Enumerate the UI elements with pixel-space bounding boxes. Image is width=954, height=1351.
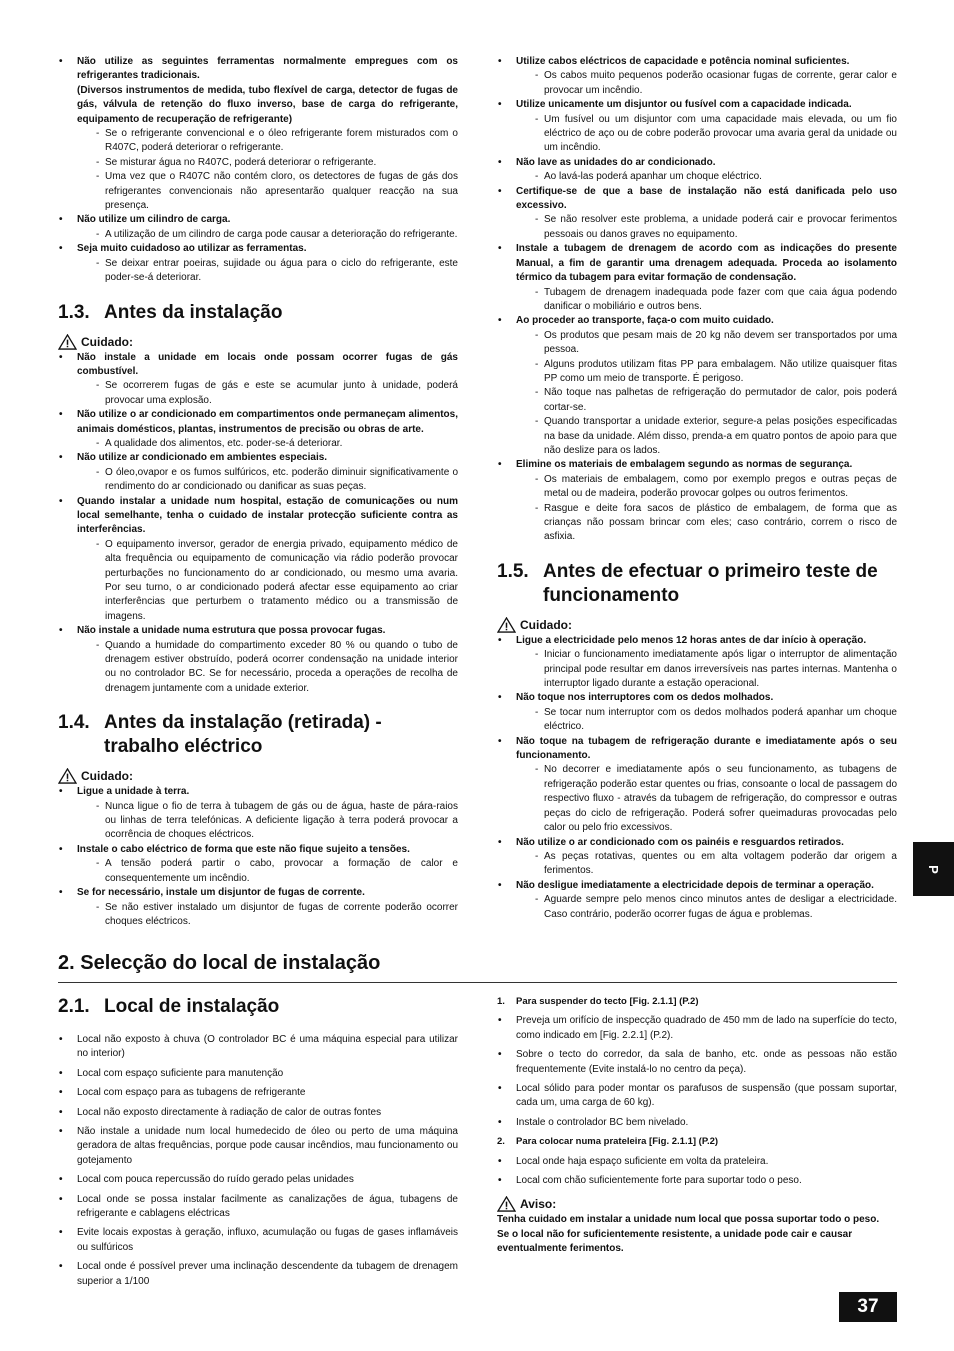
item-detail: - No decorrer e imediatamente após o seu funcionamento, as tubagens de refrigeração poderão estar quentes ou frias, consoante o local de passagem do respectivo fluxo - através da tubagem de refrigeração, do compressor e outras peças do ciclo de refrigeração. Poderá sofrer queimaduras provocadas pelo calor ou pelo frio excessivos. (516, 763, 897, 835)
item-heading: • Seja muito cuidadoso ao utilizar as ferramentas. (77, 243, 307, 255)
list-item: • Local onde haja espaço suficiente em volta da prateleira. (497, 1155, 897, 1169)
top-right-column (497, 55, 897, 922)
item-heading: • Ligue a electricidade pelo menos 12 horas antes de dar início à operação. (516, 634, 867, 646)
item-detail: - Tubagem de drenagem inadequada pode fazer com que caia água podendo danificar o mobiliário e outros bens. (516, 286, 897, 315)
section-1-5-heading: 1.5. Antes de efectuar o primeiro teste de funcionamento (497, 560, 878, 606)
list-item (497, 735, 897, 836)
item-detail: - Ao lavá-las poderá apanhar um choque eléctrico. (516, 170, 897, 184)
item-heading: • Não utilize as seguintes ferramentas normalmente empregues com os refrigerantes tradicionais. (77, 56, 458, 82)
list-item (497, 55, 897, 98)
item-heading: • Ao proceder ao transporte, faça-o com muito cuidado. (516, 315, 774, 327)
list-item (497, 314, 897, 458)
item-detail: - Uma vez que o R407C não contém cloro, os detectores de fugas de gás dos refrigerantes convencionais não apresentarão qualquer reacção na sua presença. (77, 170, 458, 213)
top-left-column (58, 55, 458, 929)
item-heading: • Não desligue imediatamente a electricidade depois de terminar a operação. (516, 879, 874, 891)
list-item (58, 785, 458, 843)
bottom-left-column (58, 995, 458, 1294)
item-detail: - Alguns produtos utilizam fitas PP para embalagem. Não utilize quaisquer fitas PP como um meio de transporte. É perigoso. (516, 358, 897, 387)
warning-text: Tenha cuidado em instalar a unidade num local que possa suportar todo o peso. (497, 1214, 880, 1226)
item-heading: • Instale a tubagem de drenagem de acordo com as indicações do presente Manual, a fim de garantir uma drenagem adequada. Proceda ao isolamento térmico da tubagem para evitar formação de condensação. (516, 243, 897, 284)
item-heading: • Não lave as unidades do ar condicionado. (516, 156, 716, 168)
list-item: • Evite locais expostas à geração, influxo, acumulação ou fugas de gases inflamáveis ou sulfúricos (58, 1226, 458, 1255)
warning-triangle-icon (58, 334, 77, 350)
item-detail: - Se não estiver instalado um disjuntor de fugas de corrente poderão ocorrer choques eléctricos. (77, 901, 458, 930)
numbered-heading-2: 2. Para colocar numa prateleira [Fig. 2.1.1] (P.2) (497, 1136, 719, 1148)
list-item (497, 879, 897, 922)
caution-label: Cuidado: (497, 617, 897, 633)
list-item: • Local com pouca repercussão do ruído gerado pelas unidades (58, 1173, 458, 1187)
item-heading: • Não utilize o ar condicionado com os painéis e resguardos retirados. (516, 836, 844, 848)
ceiling-suspension-list (497, 1014, 897, 1130)
list-item (58, 843, 458, 886)
list-item (497, 98, 897, 156)
list-item (58, 886, 458, 929)
list-item: • Instale o controlador BC bem nivelado. (497, 1116, 897, 1130)
list-item: • Local onde é possível prever uma inclinação descendente da tubagem de drenagem superior a 1/100 (58, 1260, 458, 1289)
numbered-heading-1: 1. Para suspender do tecto [Fig. 2.1.1] (P.2) (497, 996, 699, 1007)
item-detail: - Se tocar num interruptor com os dedos molhados poderá apanhar um choque eléctrico. (516, 706, 897, 735)
list-item: • Local com chão suficientemente forte para suportar todo o peso. (497, 1174, 897, 1188)
item-heading: • Não instale a unidade numa estrutura que possa provocar fugas. (77, 625, 386, 637)
page-number: 37 (839, 1292, 897, 1322)
list-item (58, 351, 458, 409)
list-item (497, 185, 897, 243)
shelf-placement-list (497, 1155, 897, 1189)
item-detail: - Um fusível ou um disjuntor com uma capacidade mais elevada, ou um fio eléctrico de aço ou de cobre poderão provocar uma avaria geral da unidade ou um incêndio. (516, 113, 897, 156)
item-heading: • Quando instalar a unidade num hospital, estação de comunicações ou num local semelhante, tenha o cuidado de instalar protecção suficiente contra as interferências. (77, 495, 458, 536)
item-heading: • Elimine os materiais de embalagem segundo as normas de segurança. (516, 459, 853, 471)
item-heading: • Ligue a unidade à terra. (77, 786, 190, 798)
warning-triangle-icon (58, 768, 77, 784)
warning-text: Se o local não for suficientemente resistente, a unidade pode cair e causar eventualmente ferimentos. (497, 1228, 853, 1255)
section-1-3-heading: 1.3. Antes da instalação (58, 301, 283, 323)
item-heading: • Não utilize ar condicionado em ambientes especiais. (77, 452, 328, 464)
item-detail: - Se ocorrerem fugas de gás e este se acumular junto à unidade, poderá provocar uma explosão. (77, 379, 458, 408)
list-item: • Não instale a unidade num local humedecido de óleo ou perto de uma máquina geradora de altas frequências, porque pode causar incêndios, mau funcionamento ou gotejamento (58, 1125, 458, 1168)
list-item: • Local não exposto directamente à radiação de calor de outras fontes (58, 1106, 458, 1120)
item-detail: - Se o refrigerante convencional e o óleo refrigerante forem misturados com o R407C, poderá deteriorar o refrigerante. (77, 127, 458, 156)
chapter-divider (58, 982, 897, 983)
item-heading: • Instale o cabo eléctrico de forma que este não fique sujeito a tensões. (77, 843, 410, 855)
warning-triangle-icon (497, 617, 516, 633)
section-2-1-heading: 2.1. Local de instalação (58, 996, 280, 1017)
list-item: • Local com espaço para as tubagens de refrigerante (58, 1086, 458, 1100)
list-item (58, 55, 458, 213)
list-item (58, 213, 458, 242)
list-item (497, 836, 897, 879)
item-detail: - Os cabos muito pequenos poderão ocasionar fugas de corrente, gerar calor e provocar um incêndio. (516, 69, 897, 98)
item-heading: • Utilize cabos eléctricos de capacidade e potência nominal suficientes. (516, 56, 850, 67)
item-detail: - Quando transportar a unidade exterior, segure-a pelas posições especificadas na base da unidade. Além disso, prenda-a em quatro pontos de apoio para que não deslize para os lados. (516, 415, 897, 458)
list-item: • Local onde se possa instalar facilmente as canalizações de água, tubagens de refrigerante e cablagens eléctricas (58, 1193, 458, 1222)
item-detail: - Iniciar o funcionamento imediatamente após ligar o interruptor de alimentação principal pode resultar em danos irreversíveis nas partes internas. Mantenha o interruptor ligado durante a estação operacional. (516, 648, 897, 691)
item-detail: - Quando a humidade do compartimento exceder 80 % ou quando o tubo de drenagem estiver obstruído, poderá ocorrer condensação na unidade interior ou no controlador BC. Se for necessário, proceda a operações de recolha de drenagem juntamente com a unidade exterior. (77, 639, 458, 697)
caution-label: Cuidado: (58, 768, 458, 784)
item-detail: - O equipamento inversor, gerador de energia privado, equipamento médico de alta frequência ou equipamento de comunicação via rádio poderão provocar perturbações no funcionamento do ar condicionado, ou mesmo uma avaria. Por seu turno, o ar condicionado poderá afectar esse equipamento ao criar interferências que perturbem o tratamento médico ou a transmissão de imagens. (77, 538, 458, 624)
warning-triangle-icon (497, 1196, 516, 1212)
section-1-4-list (58, 785, 458, 929)
item-heading: • Se for necessário, instale um disjuntor de fugas de corrente. (77, 887, 365, 899)
bottom-right-column (497, 995, 897, 1257)
item-detail: - Não toque nas palhetas de refrigeração do permutador de calor, pois poderá cortar-se. (516, 386, 897, 415)
list-item: • Sobre o tecto do corredor, da sala de banho, etc. onde as pessoas não estão frequentemente (Evite instalá-lo no centro da peça). (497, 1048, 897, 1077)
warning-label: Aviso: (497, 1196, 897, 1212)
list-item (58, 242, 458, 285)
item-detail: - A utilização de um cilindro de carga pode causar a deterioração do refrigerante. (77, 228, 458, 242)
list-item (58, 408, 458, 451)
list-item (497, 458, 897, 544)
item-heading: • Não utilize o ar condicionado em compartimentos onde permaneçam alimentos, animais domésticos, plantas, instrumentos de precisão ou obras de arte. (77, 409, 458, 435)
item-heading: • Utilize unicamente um disjuntor ou fusível com a capacidade indicada. (516, 99, 852, 111)
section-1-5-list (497, 634, 897, 922)
list-item (58, 495, 458, 625)
list-item: • Local não exposto à chuva (O controlador BC é uma máquina especial para utilizar no interior) (58, 1033, 458, 1062)
item-detail: - A qualidade dos alimentos, etc. poder-se-á deteriorar. (77, 437, 458, 451)
chapter-title: 2. Selecção do local de instalação (58, 952, 381, 974)
item-heading: • Não utilize um cilindro de carga. (77, 214, 231, 226)
list-item (497, 634, 897, 692)
item-heading: • Não toque nos interruptores com os dedos molhados. (516, 692, 774, 704)
item-detail: - Se misturar água no R407C, poderá deteriorar o refrigerante. (77, 156, 458, 170)
caution-label: Cuidado: (58, 334, 458, 350)
list-item: • Local sólido para poder montar os parafusos de suspensão (que possam suportar, cada um, uma carga de 60 kg). (497, 1082, 897, 1111)
item-heading: • Certifique-se de que a base de instalação não está danificada pelo uso excessivo. (516, 185, 897, 212)
item-detail: - As peças rotativas, quentes ou em alta voltagem poderão dar origem a ferimentos. (516, 850, 897, 879)
list-item: • Preveja um orifício de inspecção quadrado de 450 mm de lado na superfície do tecto, como indicado em [Fig. 2.2.1] (P.2). (497, 1014, 897, 1043)
list-item (58, 451, 458, 494)
item-heading: • Não instale a unidade em locais onde possam ocorrer fugas de gás combustível. (77, 351, 458, 377)
item-detail: - A tensão poderá partir o cabo, provocar a formação de calor e consequentemente um incêndio. (77, 857, 458, 886)
item-detail: - Os produtos que pesam mais de 20 kg não devem ser transportados por uma pessoa. (516, 329, 897, 358)
section-1-3-list (58, 351, 458, 697)
item-detail: - Os materiais de embalagem, como por exemplo pregos e outras peças de metal ou de madeira, poderão provocar golpes ou outros ferimentos. (516, 473, 897, 502)
item-heading: (Diversos instrumentos de medida, tubo flexível de carga, detector de fugas de gás, válvula de retenção do fluxo inverso, base de carga do refrigerante, equipamento de recuperação de refrigerante) (77, 84, 458, 125)
intro-list (58, 55, 458, 286)
item-detail: - Se não resolver este problema, a unidade poderá cair e provocar ferimentos pessoais ou danos graves no equipamento. (516, 213, 897, 242)
item-detail: - Se deixar entrar poeiras, sujidade ou água para o ciclo do refrigerante, este poder-se-á deteriorar. (77, 257, 458, 286)
section-1-4-heading: 1.4. Antes da instalação (retirada) - trabalho eléctrico (58, 712, 382, 758)
installation-location-list (58, 1033, 458, 1289)
list-item (497, 242, 897, 314)
item-detail: - Nunca ligue o fio de terra à tubagem de gás ou de água, haste de pára-raios ou linhas de terra telefónicas. A deficiente ligação à terra poderá provocar a ocorrência de choques eléctricos. (77, 800, 458, 843)
list-item (58, 624, 458, 696)
item-detail: - Aguarde sempre pelo menos cinco minutos antes de desligar a electricidade. Caso contrário, poderão ocorrer fugas de água e problemas. (516, 893, 897, 922)
list-item: • Local com espaço suficiente para manutenção (58, 1067, 458, 1081)
item-detail: - Rasgue e deite fora sacos de plástico de embalagem, de forma que as crianças não possam brincar com eles; caso contrário, correm o risco de asfixia. (516, 502, 897, 545)
item-heading: • Não toque na tubagem de refrigeração durante e imediatamente após o seu funcionamento. (516, 735, 897, 762)
top-right-list (497, 55, 897, 545)
list-item (497, 691, 897, 734)
list-item (497, 156, 897, 185)
language-side-tab: P (913, 842, 954, 896)
item-detail: - O óleo,ovapor e os fumos sulfúricos, etc. poderão diminuir significativamente o rendimento do ar condicionado ou danificar as suas peças. (77, 466, 458, 495)
